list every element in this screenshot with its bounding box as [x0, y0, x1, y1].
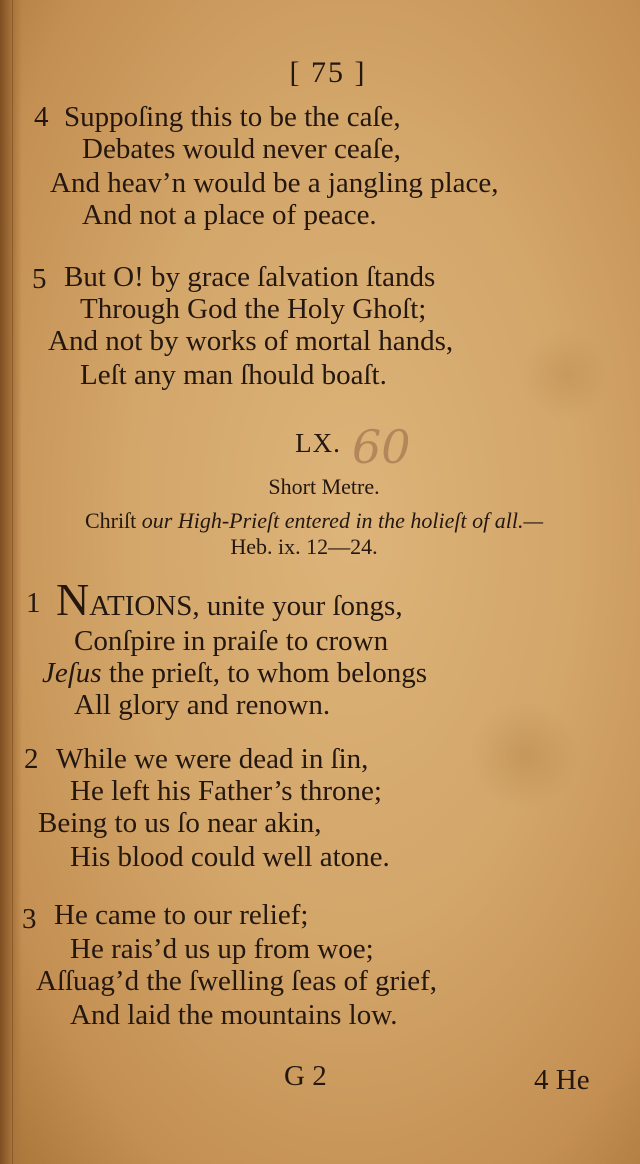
subject-italic: our High-Prieſt entered in the holieſt of all.—: [141, 508, 544, 533]
page-gutter: [0, 0, 22, 1164]
verse-line: And laid the mountains low.: [70, 999, 398, 1031]
stanza-number: 4: [34, 101, 49, 133]
verse-line: All glory and renown.: [74, 689, 331, 721]
metre-label: Short Metre.: [268, 474, 380, 499]
verse-line: And not a place of peace.: [82, 199, 377, 231]
scripture-reference: Heb. ix. 12—24.: [230, 534, 378, 559]
paper-stain: [470, 700, 580, 810]
paper-stain: [520, 330, 610, 420]
jesus-italic: Jeſus: [42, 657, 102, 689]
verse-line: Debates would never ceaſe,: [82, 133, 401, 165]
verse-line: He left his Father’s throne;: [70, 775, 382, 807]
hymn-subject: [0, 508, 634, 534]
verse-line: But O! by grace ſalvation ſtands: [64, 261, 436, 293]
verse-line: Leſt any man ſhould boaſt.: [80, 359, 387, 391]
verse-line: He came to our relief;: [54, 899, 309, 931]
binding-edge: [12, 0, 13, 1164]
page-number: [ 75 ]: [289, 56, 367, 89]
verse-line: [56, 574, 403, 625]
verse-line: And not by works of mortal hands,: [48, 325, 454, 357]
verse-line: And heav’n would be a jangling place,: [50, 167, 499, 199]
stanza-number: 3: [22, 903, 37, 935]
verse-line: Being to us ſo near akin,: [38, 807, 322, 839]
signature-mark: G 2: [284, 1060, 327, 1092]
first-word: ATIONS,: [89, 590, 200, 622]
line-rest: the prieſt, to whom belongs: [108, 657, 427, 689]
subject-roman: Chriſt: [84, 508, 137, 533]
verse-line: Suppoſing this to be the caſe,: [64, 101, 401, 133]
verse-line: Aſſuag’d the ſwelling ſeas of grief,: [36, 965, 438, 997]
verse-line: Through God the Holy Ghoſt;: [80, 293, 427, 325]
verse-line: While we were dead in ſin,: [56, 743, 369, 775]
pencil-annotation: 60: [352, 420, 411, 474]
first-line-rest: unite your ſongs,: [206, 590, 403, 622]
verse-line: Conſpire in praiſe to crown: [74, 625, 389, 657]
stanza-number: 5: [32, 263, 47, 295]
drop-cap: N: [56, 574, 90, 625]
verse-line: His blood could well atone.: [70, 841, 390, 873]
hymn-number: LX.: [295, 428, 341, 458]
catchword: 4 He: [534, 1064, 590, 1096]
stanza-number: 2: [24, 743, 39, 775]
stanza-number: 1: [26, 587, 41, 619]
verse-line: [42, 656, 427, 690]
verse-line: He rais’d us up from woe;: [70, 933, 374, 965]
